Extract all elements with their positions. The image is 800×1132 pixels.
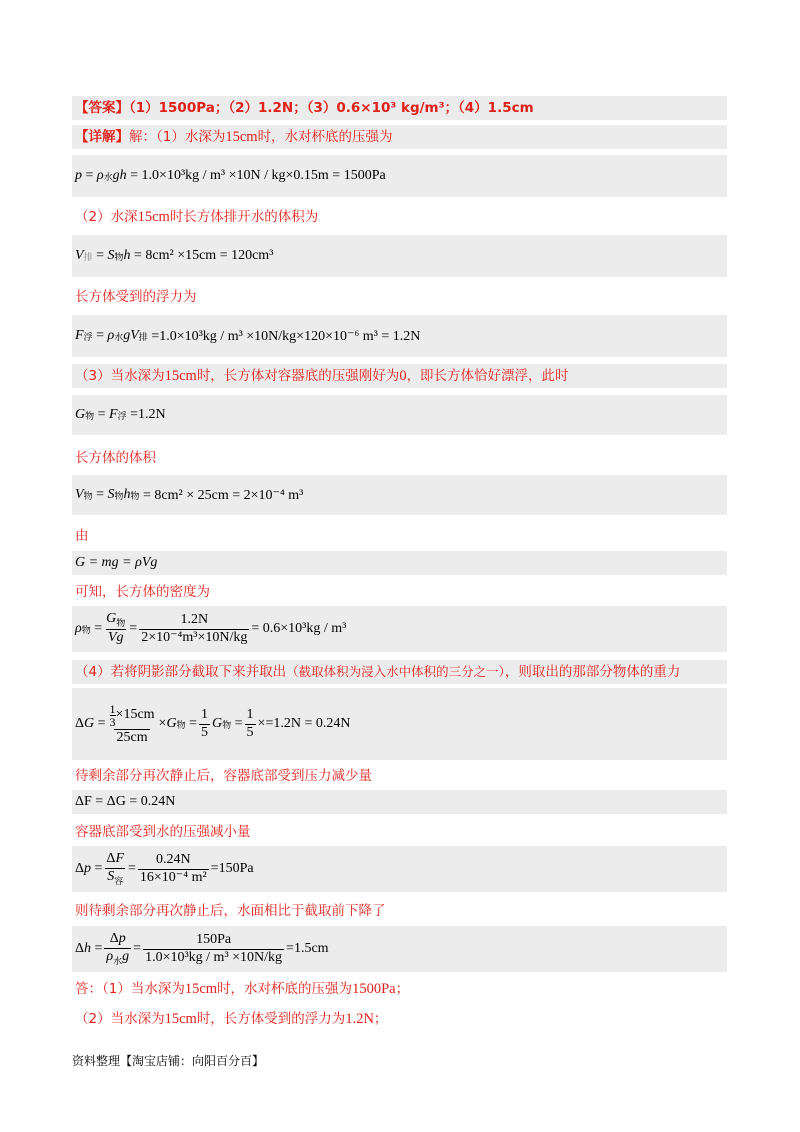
fraction: $\frac{G_物}{Vg}$ xyxy=(106,611,126,646)
equation-pressure: p = ρ 水 gh = 1.0×10³kg / m³ ×10N / kg×0.15m = 1500Pa xyxy=(72,155,727,197)
fraction: $\frac{\Delta p}{\rho_水g}$ xyxy=(106,931,130,966)
conclusion-2 xyxy=(72,1007,727,1031)
equation-text: = 8cm² × 25cm = 2×10⁻⁴ m³ xyxy=(143,487,304,503)
depth-value: 15cm xyxy=(225,129,258,145)
equation-volume: V 物 = S 物 h 物 = 8cm² × 25cm = 2×10⁻⁴ m³ xyxy=(72,475,727,515)
conclusion-punct: ； xyxy=(373,1011,388,1027)
denominator: 1.0×10³kg / m³ ×10N/kg xyxy=(145,949,283,965)
depth-value: 15cm xyxy=(137,209,170,225)
equation-text: =150Pa xyxy=(210,861,254,876)
equation-pressure-reduction: Δ p = $\frac{\Delta F}{S_容}$ = $\frac{0.24N}{\text{16×10⁻⁴ m²}}$ =150Pa xyxy=(72,846,727,892)
denominator: 25cm xyxy=(116,729,148,745)
conclusion-text-2: 时，长方体受到的浮力为 xyxy=(196,1011,346,1027)
step-text: （3）当水深为 xyxy=(75,368,165,384)
equation-height-drop: Δ h = $\frac{\Delta p}{\rho_水g}$ = $\frac{150Pa}{\text{1.0×10³kg / m³ ×10N/kg}}$ =1.5cm xyxy=(72,926,727,972)
step-text: （4）若将阴影部分截取下来并取出 xyxy=(75,664,287,680)
fraction xyxy=(138,853,209,885)
answer-line xyxy=(72,96,727,120)
equation-weight-removed: Δ G = $\frac{1}{3}$ ×15cm 25cm × G 物 = $\frac{1}{5}$ G 物 = $\frac{1}{5}$ × =1.2N = 0.24N xyxy=(72,688,727,760)
equation-text: =1.2N xyxy=(130,407,166,422)
numerator: 1.2N xyxy=(180,611,209,627)
conclusion-text: （2）当水深为 xyxy=(75,1011,165,1027)
equation-text: =1.0×10³kg / m³ ×10N/kg×120×10⁻⁶ m³ = 1.2N xyxy=(151,328,421,344)
density-text: 可知，长方体的密度为 xyxy=(75,584,210,600)
conclusion-text-2: 时，水对杯底的压强为 xyxy=(217,981,353,997)
equation-density: ρ 物 = $\frac{G_物}{Vg}$ = $\frac{1.2N}{\text{2×10⁻⁴m³×10N/kg}}$ = 0.6×10³kg / m³ xyxy=(72,606,727,652)
detail-tag: 【详解】 xyxy=(75,129,129,145)
numerator: 1 xyxy=(109,701,116,716)
step-paren: （截取体积为浸入水中体积的三分之一） xyxy=(286,664,505,679)
denominator: 2×10⁻⁴m³×10N/kg xyxy=(141,629,248,645)
conclusion-text: 答：（1）当水深为 xyxy=(75,981,185,997)
equation-text: G = mg = ρVg xyxy=(75,555,158,570)
force-reduction-text: 待剩余部分再次静止后，容器底部受到压力减少量 xyxy=(75,768,372,784)
answer-tag: 【答案】 xyxy=(75,100,129,116)
equation-gravity: G 物 = F 浮 =1.2N xyxy=(72,395,727,435)
fraction xyxy=(139,613,249,645)
fraction: $\frac{\Delta F}{S_容}$ xyxy=(106,851,124,886)
depth-value: 15cm xyxy=(184,981,218,997)
conclusion-1 xyxy=(72,977,727,1001)
numerator: 150Pa xyxy=(196,931,232,947)
fraction: $\frac{1}{5}$ xyxy=(246,706,254,740)
by-text: 由 xyxy=(75,528,89,544)
buoyancy-value: 1.2N xyxy=(345,1011,374,1027)
step-4-text xyxy=(72,660,727,684)
equation-force-reduction xyxy=(72,790,727,814)
step-3-text xyxy=(72,364,727,388)
pressure-value: 1500Pa xyxy=(352,981,396,997)
denominator: 16×10⁻⁴ m² xyxy=(139,869,207,885)
equation-text: = 0.6×10³kg / m³ xyxy=(251,621,347,636)
equation-buoyancy: F 浮 = ρ 水 gV 排 =1.0×10³kg / m³ ×10N/kg×120×10⁻⁶ m³ = 1.2N xyxy=(72,315,727,357)
footer-text: 资料整理【淘宝店铺：向阳百分百】 xyxy=(72,1054,265,1068)
pressure-reduction-text: 容器底部受到水的压强减小量 xyxy=(75,824,251,840)
zero-value: 0 xyxy=(399,368,407,384)
compound-fraction xyxy=(108,703,157,746)
equation-volume-displaced: V 排 = S 物 h = 8cm² ×15cm = 120cm³ xyxy=(72,235,727,277)
detail-text-2: 时，水对杯底的压强为 xyxy=(257,129,393,145)
equation-mass-relation xyxy=(72,551,727,575)
denominator: 3 xyxy=(109,714,116,729)
step-2-text xyxy=(72,205,727,229)
step-text-2: 时长方体排开水的体积为 xyxy=(169,209,319,225)
numerator: 0.24N xyxy=(155,851,191,867)
step-text-3: ，即长方体恰好漂浮，此时 xyxy=(406,368,569,384)
detail-text: 解：（1）水深为 xyxy=(129,129,226,145)
fraction xyxy=(143,933,284,965)
fraction: $\frac{1}{5}$ xyxy=(201,706,208,740)
depth-value: 15cm xyxy=(164,1011,197,1027)
height-drop-text: 则待剩余部分再次静止后，水面相比于截取前下降了 xyxy=(75,903,386,919)
equation-text: = 1.0×10³kg / m³ ×10N / kg×0.15m = 1500Pa xyxy=(130,168,386,183)
equation-text: ΔF = ΔG = 0.24N xyxy=(75,794,176,809)
step-text-2: ，则取出的那部分物体的重力 xyxy=(504,664,681,680)
step-text-2: 时，长方体对容器底的压强刚好为 xyxy=(196,368,400,384)
conclusion-punct: ； xyxy=(395,981,410,997)
equation-text: =1.5cm xyxy=(286,941,329,956)
step-text: （2）水深 xyxy=(75,209,138,225)
equation-text: =1.2N = 0.24N xyxy=(265,716,351,731)
volume-text: 长方体的体积 xyxy=(75,450,156,466)
buoyancy-text: 长方体受到的浮力为 xyxy=(75,289,197,305)
answer-text: （1）1500Pa；（2）1.2N；（3）0.6×10³ kg/m³；（4）1.5cm xyxy=(129,100,534,116)
detail-intro xyxy=(72,125,727,149)
equation-text: = 8cm² ×15cm = 120cm³ xyxy=(134,248,274,263)
numerator-text: ×15cm xyxy=(115,706,155,722)
depth-value: 15cm xyxy=(164,368,197,384)
